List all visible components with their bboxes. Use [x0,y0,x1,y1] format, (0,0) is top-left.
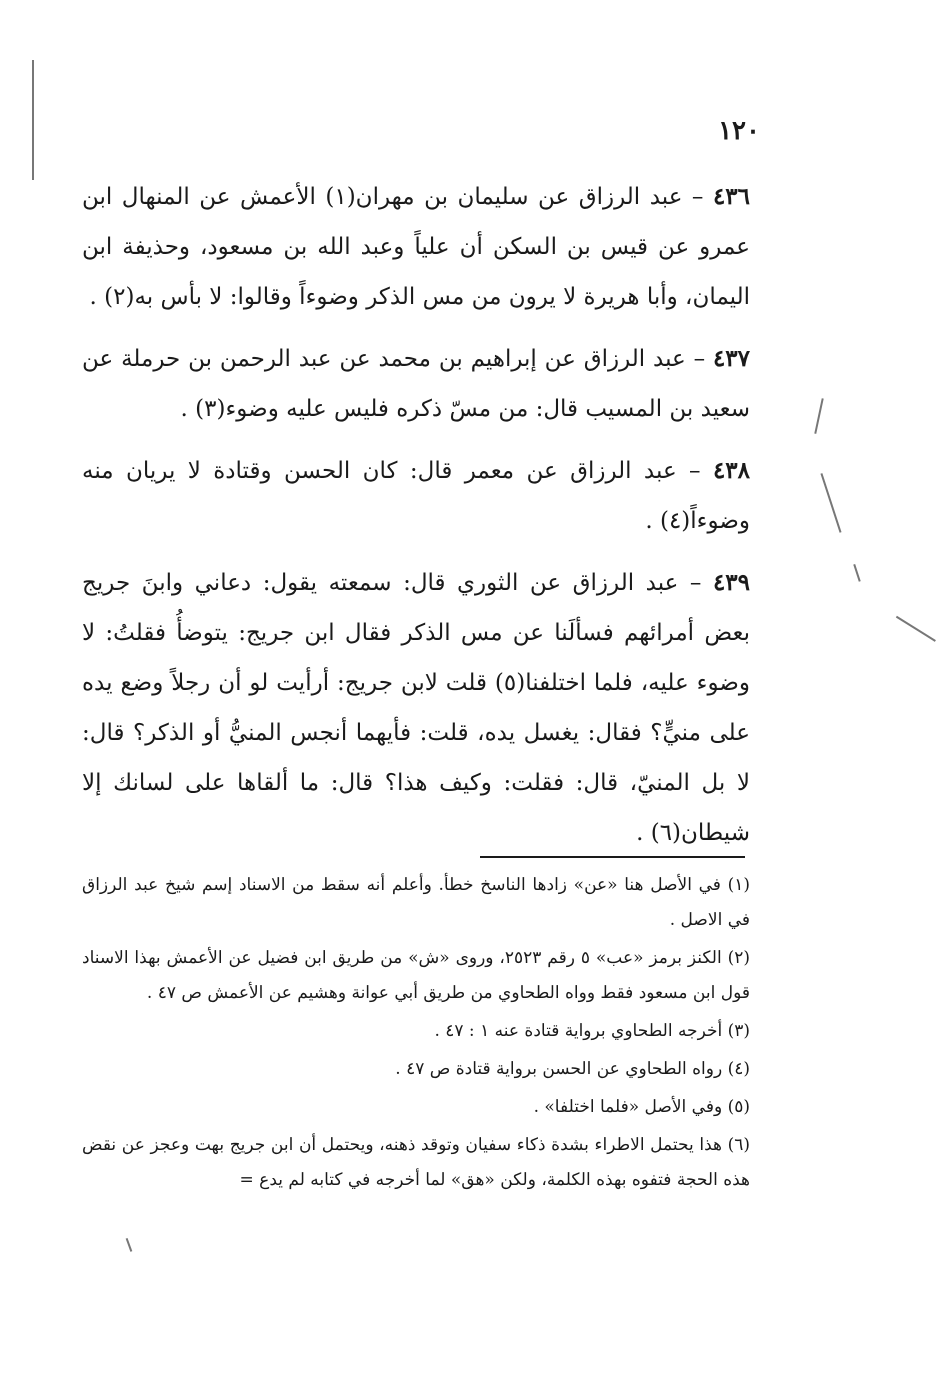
hadith-number: ٤٣٨ [712,457,750,484]
footnote: (٢) الكنز برمز «عب» ٥ رقم ٢٥٢٣، وروى «ش» من طريق ابن فضيل عن الأعمش بهذا الاسناد قول ابن مسعود فقط وواه الطحاوي من طريق أبي عوانة وهشيم عن الأعمش ص ٤٧ . [82,948,750,1003]
footnote: (٣) أخرجه الطحاوي برواية قتادة عنه ١ : ٤٧ . [434,1021,750,1041]
footnote: (٤) رواه الطحاوي عن الحسن برواية قتادة ص ٤٧ . [395,1059,750,1079]
hadith-paragraph [82,446,750,546]
scan-artifact [896,616,936,642]
hadith-number: ٤٣٩ [712,569,750,596]
hadith-paragraph [82,172,750,322]
scan-artifact [853,564,860,582]
footnote: (١) في الأصل هنا «عن» زادها الناسخ خطأ. وأعلم أنه سقط من الاسناد إسم شيخ عبد الرزاق في الاصل . [82,875,750,930]
hadith-text: – عبد الرزاق عن سليمان بن مهران(١) الأعمش عن المنهال ابن عمرو عن قيس بن السكن أن علياً وعبد الله بن مسعود، وحذيفة ابن اليمان، وأبا هريرة لا يرون من مس الذكر وضوءاً وقالوا: لا بأس به(٢) . [82,184,750,310]
footnote-divider [480,856,745,858]
footnotes [82,868,750,1201]
page-number: ١٢٠ [718,116,760,146]
scan-artifact [820,473,841,532]
hadith-number: ٤٣٦ [712,183,751,210]
scan-artifact [814,398,823,434]
footnote: (٥) وفي الأصل «فلما اختلفا» . [533,1097,750,1117]
footnote: (٦) هذا يحتمل الاطراء بشدة ذكاء سفيان وتوقد ذهنه، ويحتمل أن ابن جريج بهت وعجز عن نقض هذه الحجة فتفوه بهذه الكلمة، ولكن «هق» لما أخرجه في كتابه لم يدع = [82,1135,750,1190]
hadith-text: – عبد الرزاق عن إبراهيم بن محمد عن عبد الرحمن بن حرملة عن سعيد بن المسيب قال: من مسّ ذكره فليس عليه وضوء(٣) . [82,346,750,422]
hadith-number: ٤٣٧ [712,345,750,372]
hadith-paragraph [82,558,750,858]
hadith-text: – عبد الرزاق عن الثوري قال: سمعته يقول: دعاني وابنَ جريج بعض أمرائهم فسألَنا عن مس الذكر فقال ابن جريج: يتوضأُ فقلتُ: لا وضوء عليه، فلما اختلفنا(٥) قلت لابن جريج: أرأيت لو أن رجلاً وضع يده على منيٍّ؟ فقال: يغسل يده، قلت: فأيهما أنجس المنيُّ أو الذكر؟ قال: لا بل المنيّ، قال: فقلت: وكيف هذا؟ قال: ما ألقاها على لسانك إلا شيطان(٦) . [82,570,750,846]
scan-artifact [32,60,34,180]
scan-artifact [126,1238,132,1252]
main-text [82,172,750,870]
hadith-text: – عبد الرزاق عن معمر قال: كان الحسن وقتادة لا يريان منه وضوءاً(٤) . [82,458,750,534]
hadith-paragraph [82,334,750,434]
